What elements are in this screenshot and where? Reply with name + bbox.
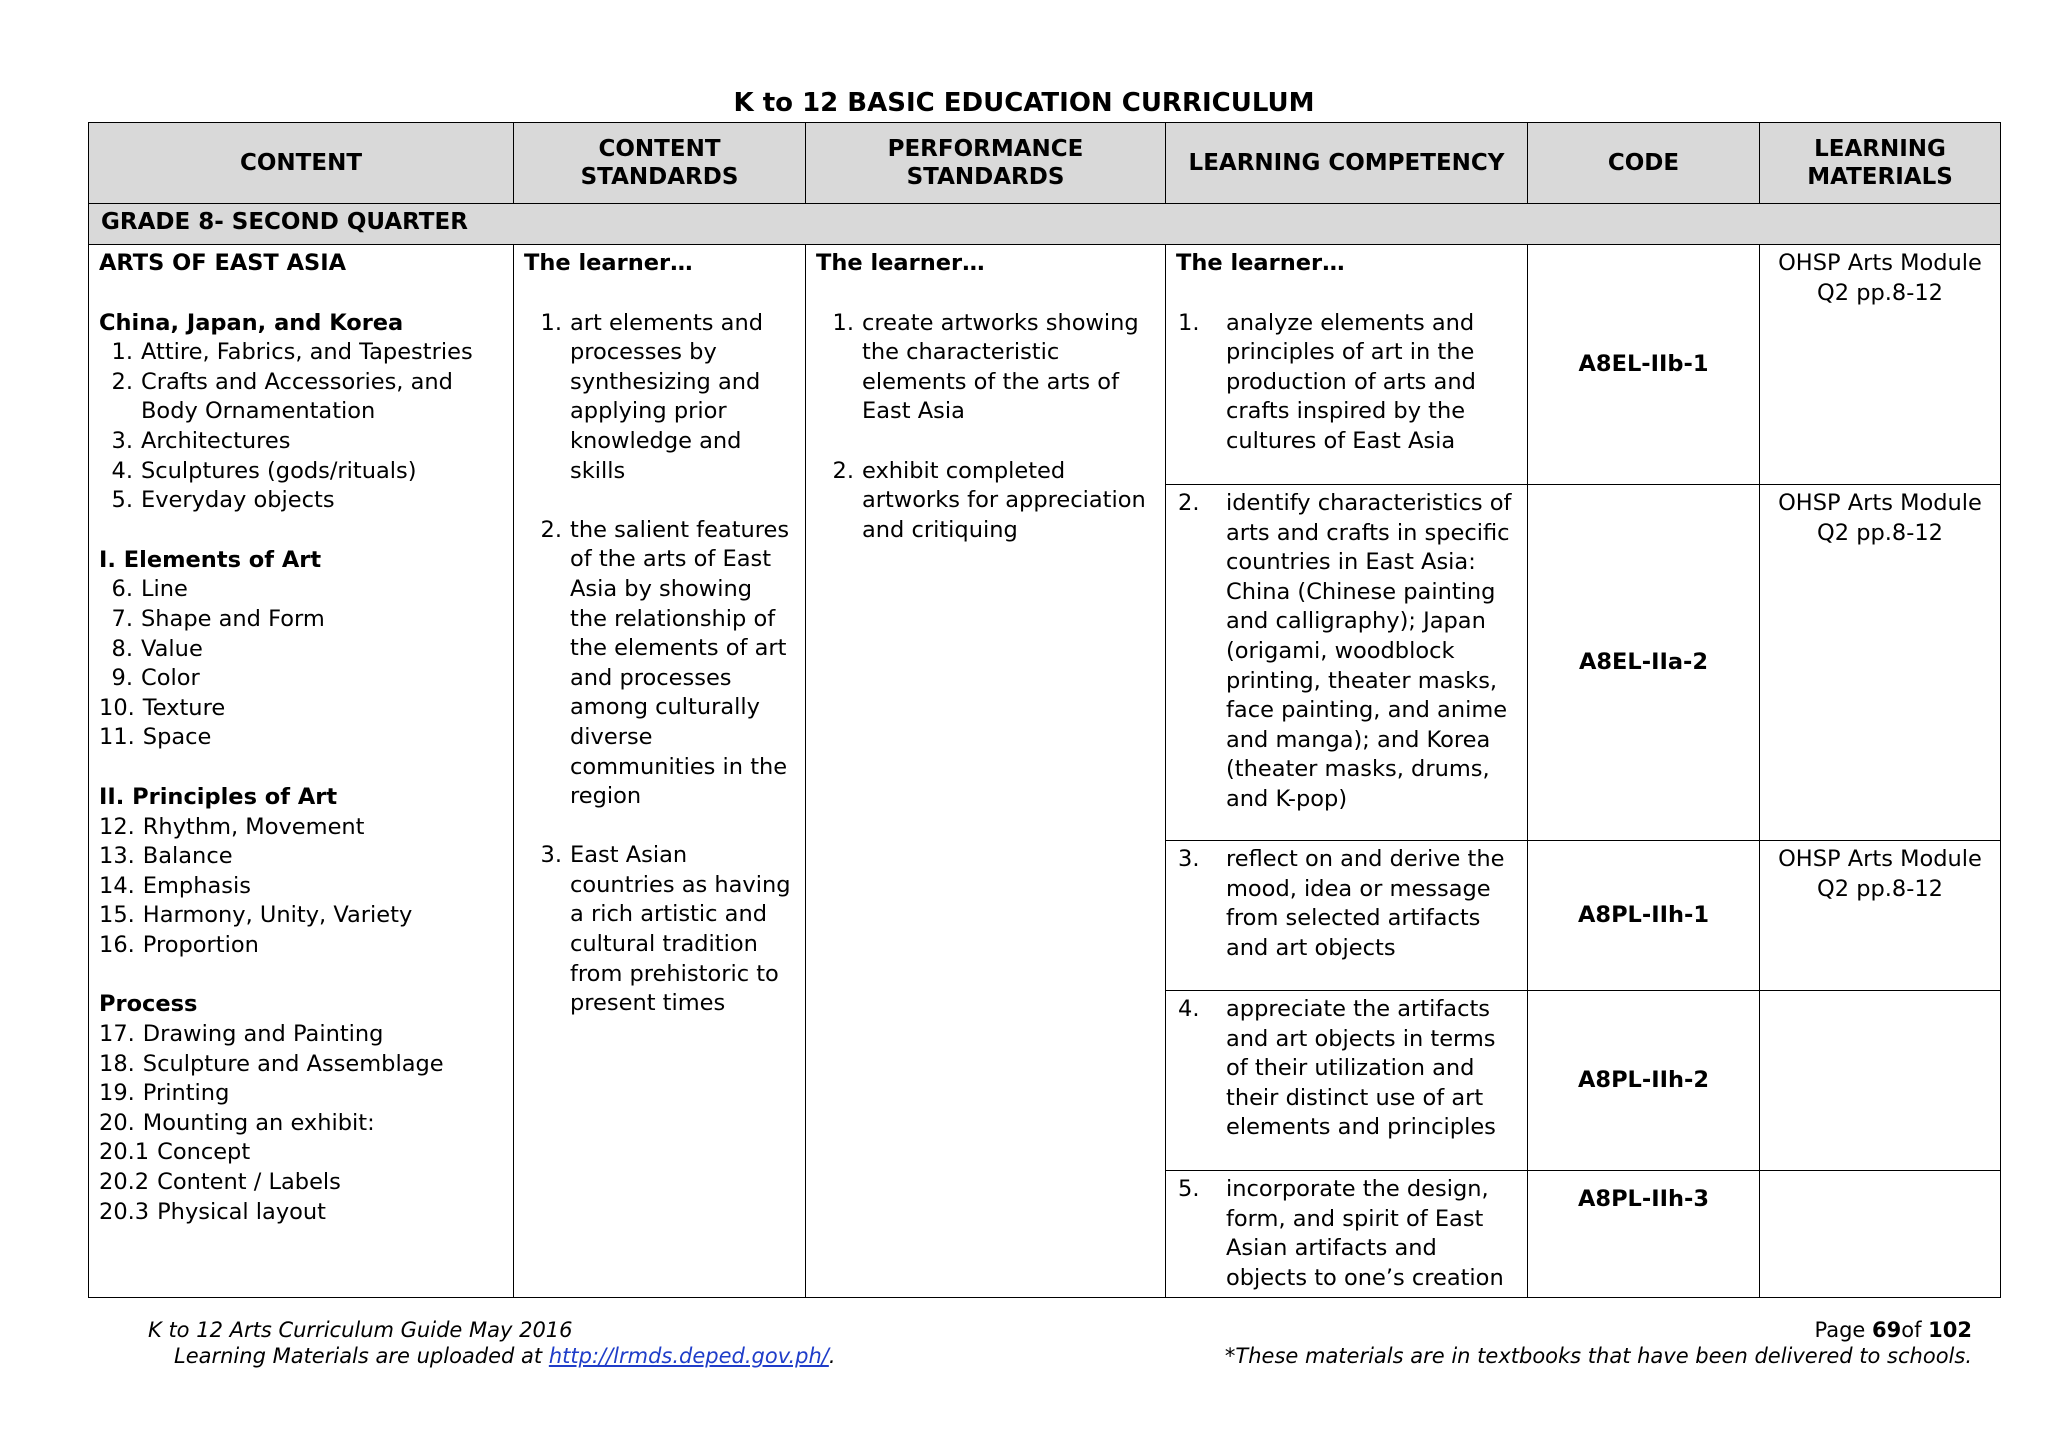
- learning-material: [1760, 991, 2001, 1171]
- list-item: 20.1 Concept: [99, 1139, 251, 1166]
- standards-lead: The learner…: [816, 250, 985, 276]
- learning-material: OHSP Arts Module Q2 pp.8-12: [1760, 245, 2001, 485]
- content-list: [99, 813, 503, 961]
- competency-item: 2. identify characteristics of arts and crafts in specific countries in East Asia: China (Chinese painting and calligraphy); Japan (origami, woodblock printing, theater masks, face painting, and anime and manga); and Korea (theater masks, drums, and K-pop): [1178, 490, 1512, 812]
- list-item: 3. Architectures: [111, 427, 291, 454]
- header-content: CONTENT: [89, 123, 514, 204]
- page-title: K to 12 BASIC EDUCATION CURRICULUM: [733, 88, 1315, 118]
- footer-upload-note: Learning Materials are uploaded at http://lrmds.deped.gov.ph/.: [174, 1344, 836, 1368]
- list-item: 20.2 Content / Labels: [99, 1169, 341, 1196]
- content-list: [99, 338, 503, 516]
- content-section-title: I. Elements of Art: [99, 546, 322, 573]
- list-item: 15. Harmony, Unity, Variety: [99, 902, 413, 929]
- content-section-title: II. Principles of Art: [99, 783, 338, 810]
- table-row: [89, 245, 2001, 485]
- footer-textbook-note: *These materials are in textbooks that have been delivered to schools.: [1224, 1344, 1972, 1368]
- list-item: 2. Crafts and Accessories, and Body Ornamentation: [111, 368, 453, 425]
- list-item: 5. Everyday objects: [111, 487, 335, 514]
- standards-lead: The learner…: [524, 250, 693, 276]
- competency-code: A8PL-IIh-2: [1528, 991, 1760, 1171]
- header-row: [89, 123, 2001, 204]
- competency-cell: [1166, 245, 1528, 485]
- list-item: 17. Drawing and Painting: [99, 1021, 384, 1048]
- content-standards-cell: [514, 245, 806, 1298]
- list-item: 2. exhibit completed artworks for appreciation and critiquing: [832, 457, 1146, 543]
- header-code: CODE: [1528, 123, 1760, 204]
- list-item: 9. Color: [111, 665, 200, 692]
- header-learning-materials: LEARNING MATERIALS: [1760, 123, 2001, 204]
- learning-material: [1760, 1171, 2001, 1298]
- header-learning-competency: LEARNING COMPETENCY: [1166, 123, 1528, 204]
- list-item: 16. Proportion: [99, 931, 259, 958]
- performance-standards-cell: [806, 245, 1166, 1298]
- list-item: 1. create artworks showing the characteristic elements of the arts of East Asia: [832, 309, 1139, 425]
- list-item: 3. East Asian countries as having a rich artistic and cultural tradition from prehistoric to present times: [540, 842, 791, 1017]
- competency-cell: [1166, 485, 1528, 841]
- content-sublist: [99, 1138, 503, 1227]
- list-item: 20.3 Physical layout: [99, 1198, 326, 1225]
- competency-code: A8PL-IIh-3: [1528, 1171, 1760, 1298]
- lrmds-link[interactable]: http://lrmds.deped.gov.ph/: [548, 1344, 829, 1368]
- list-item: 2. the salient features of the arts of East Asia by showing the relationship of the elements of art and processes among culturally diverse communities in the region: [540, 516, 790, 810]
- competency-code: A8EL-IIa-2: [1528, 485, 1760, 841]
- list-item: 6. Line: [111, 576, 188, 603]
- performance-standards-list: [816, 309, 1155, 546]
- curriculum-table: [88, 122, 2001, 1298]
- competency-item: 1. analyze elements and principles of art in the production of arts and crafts inspired by the cultures of East Asia: [1178, 309, 1476, 454]
- competency-code: A8PL-IIh-1: [1528, 841, 1760, 991]
- list-item: 18. Sculpture and Assemblage: [99, 1050, 444, 1077]
- competency-code: A8EL-IIb-1: [1528, 245, 1760, 485]
- competency-item: 4. appreciate the artifacts and art objects in terms of their utilization and their distinct use of art elements and principles: [1178, 996, 1496, 1141]
- competency-item: 5. incorporate the design, form, and spirit of East Asian artifacts and objects to one’s creation: [1178, 1176, 1504, 1291]
- content-list: [99, 575, 503, 753]
- header-performance-standards: PERFORMANCE STANDARDS: [806, 123, 1166, 204]
- list-item: 11. Space: [99, 724, 212, 751]
- content-section-title: Process: [99, 991, 198, 1018]
- list-item: 10. Texture: [99, 694, 226, 721]
- list-item: 1. art elements and processes by synthesizing and applying prior knowledge and skills: [540, 309, 763, 484]
- list-item: 1. Attire, Fabrics, and Tapestries: [111, 339, 473, 366]
- list-item: 7. Shape and Form: [111, 605, 325, 632]
- list-item: 20. Mounting an exhibit:: [99, 1109, 375, 1136]
- list-item: 4. Sculptures (gods/rituals): [111, 457, 417, 484]
- list-item: 14. Emphasis: [99, 872, 251, 899]
- learning-material: OHSP Arts Module Q2 pp.8-12: [1760, 841, 2001, 991]
- grade-label: GRADE 8- SECOND QUARTER: [89, 204, 2001, 245]
- content-heading: ARTS OF EAST ASIA: [99, 250, 347, 276]
- list-item: 8. Value: [111, 635, 203, 662]
- list-item: 12. Rhythm, Movement: [99, 813, 365, 840]
- grade-row: [89, 204, 2001, 245]
- competency-lead: The learner…: [1176, 250, 1345, 276]
- content-standards-list: [524, 309, 795, 1019]
- content-cell: [89, 245, 514, 1298]
- footer-guide: K to 12 Arts Curriculum Guide May 2016: [148, 1318, 573, 1342]
- competency-item: 3. reflect on and derive the mood, idea or message from selected artifacts and art objects: [1178, 846, 1505, 961]
- content-list: [99, 1020, 503, 1138]
- header-content-standards: CONTENT STANDARDS: [514, 123, 806, 204]
- content-section-title: China, Japan, and Korea: [99, 309, 404, 336]
- learning-material: OHSP Arts Module Q2 pp.8-12: [1760, 485, 2001, 841]
- list-item: 19. Printing: [99, 1080, 230, 1107]
- competency-cell: [1166, 991, 1528, 1171]
- competency-cell: [1166, 841, 1528, 991]
- list-item: 13. Balance: [99, 843, 233, 870]
- page-number: Page 69of 102: [1814, 1318, 1972, 1342]
- competency-cell: [1166, 1171, 1528, 1298]
